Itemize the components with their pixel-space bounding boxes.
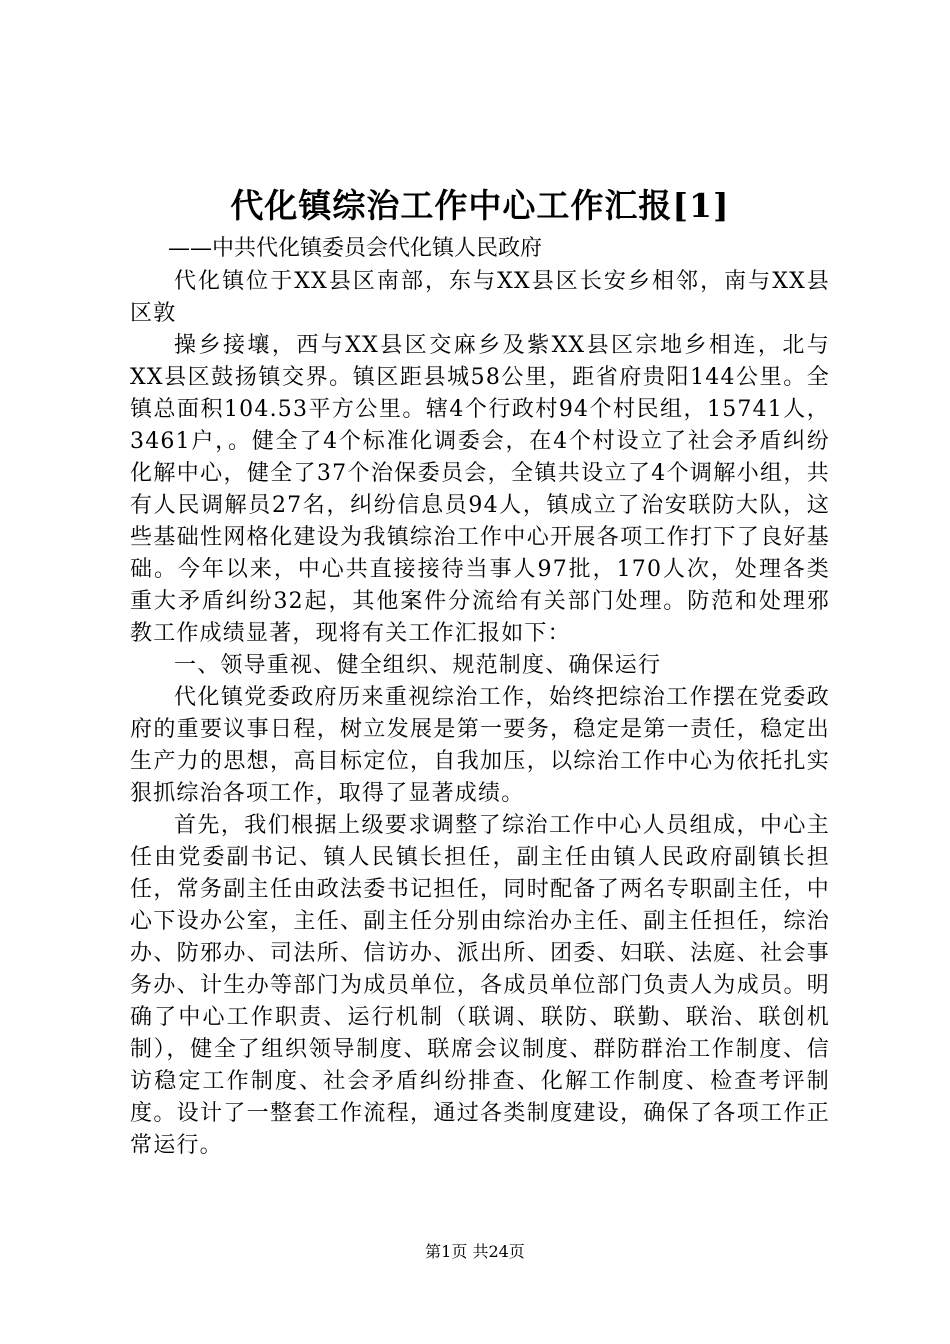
page-footer: 第1页 共24页	[425, 1242, 525, 1261]
document-title: 代化镇综治工作中心工作汇报[1]	[230, 186, 730, 225]
paragraph-intro-1: 代化镇位于XX县区南部，东与XX县区长安乡相邻，南与XX县区敦	[130, 269, 830, 326]
paragraph-section-2: 首先，我们根据上级要求调整了综治工作中心人员组成，中心主任由党委副书记、镇人民镇长担任，副主任由镇人民政府副镇长担任，常务副主任由政法委书记担任，同时配备了两名专职副主任，中心下设办公室，主任、副主任分别由综治办主任、副主任担任，综治办、防邪办、司法所、信访办、派出所、团委、妇联、法庭、社会事务办、计生办等部门为成员单位，各成员单位部门负责人为成员。明确了中心工作职责、运行机制（联调、联防、联勤、联治、联创机制），健全了组织领导制度、联席会议制度、群防群治工作制度、信访稳定工作制度、社会矛盾纠纷排查、化解工作制度、检查考评制度。设计了一整套工作流程，通过各类制度建设，确保了各项工作正常运行。	[130, 813, 830, 1158]
paragraph-intro-2: 操乡接壤，西与XX县区交麻乡及紫XX县区宗地乡相连，北与XX县区鼓扬镇交界。镇区距县城58公里，距省府贵阳144公里。全镇总面积104.53平方公里。辖4个行政村94个村民组，15741人，3461户，。健全了4个标准化调委会，在4个村设立了社会矛盾纠纷化解中心，健全了37个治保委员会，全镇共设立了4个调解小组，共有人民调解员27名，纠纷信息员94人，镇成立了治安联防大队，这些基础性网格化建设为我镇综治工作中心开展各项工作打下了良好基础。今年以来，中心共直接接待当事人97批，170人次，处理各类重大矛盾纠纷32起，其他案件分流给有关部门处理。防范和处理邪教工作成绩显著，现将有关工作汇报如下：	[130, 333, 830, 646]
section-heading-1: 一、领导重视、健全组织、规范制度、确保运行	[174, 653, 662, 678]
document-subtitle: ——中共代化镇委员会代化镇人民政府	[168, 236, 543, 261]
document-page	[130, 180, 830, 1162]
paragraph-section-1: 代化镇党委政府历来重视综治工作，始终把综治工作摆在党委政府的重要议事日程，树立发展是第一要务，稳定是第一责任，稳定出生产力的思想，高目标定位，自我加压，以综治工作中心为依托扎实狠抓综治各项工作，取得了显著成绩。	[130, 685, 830, 806]
